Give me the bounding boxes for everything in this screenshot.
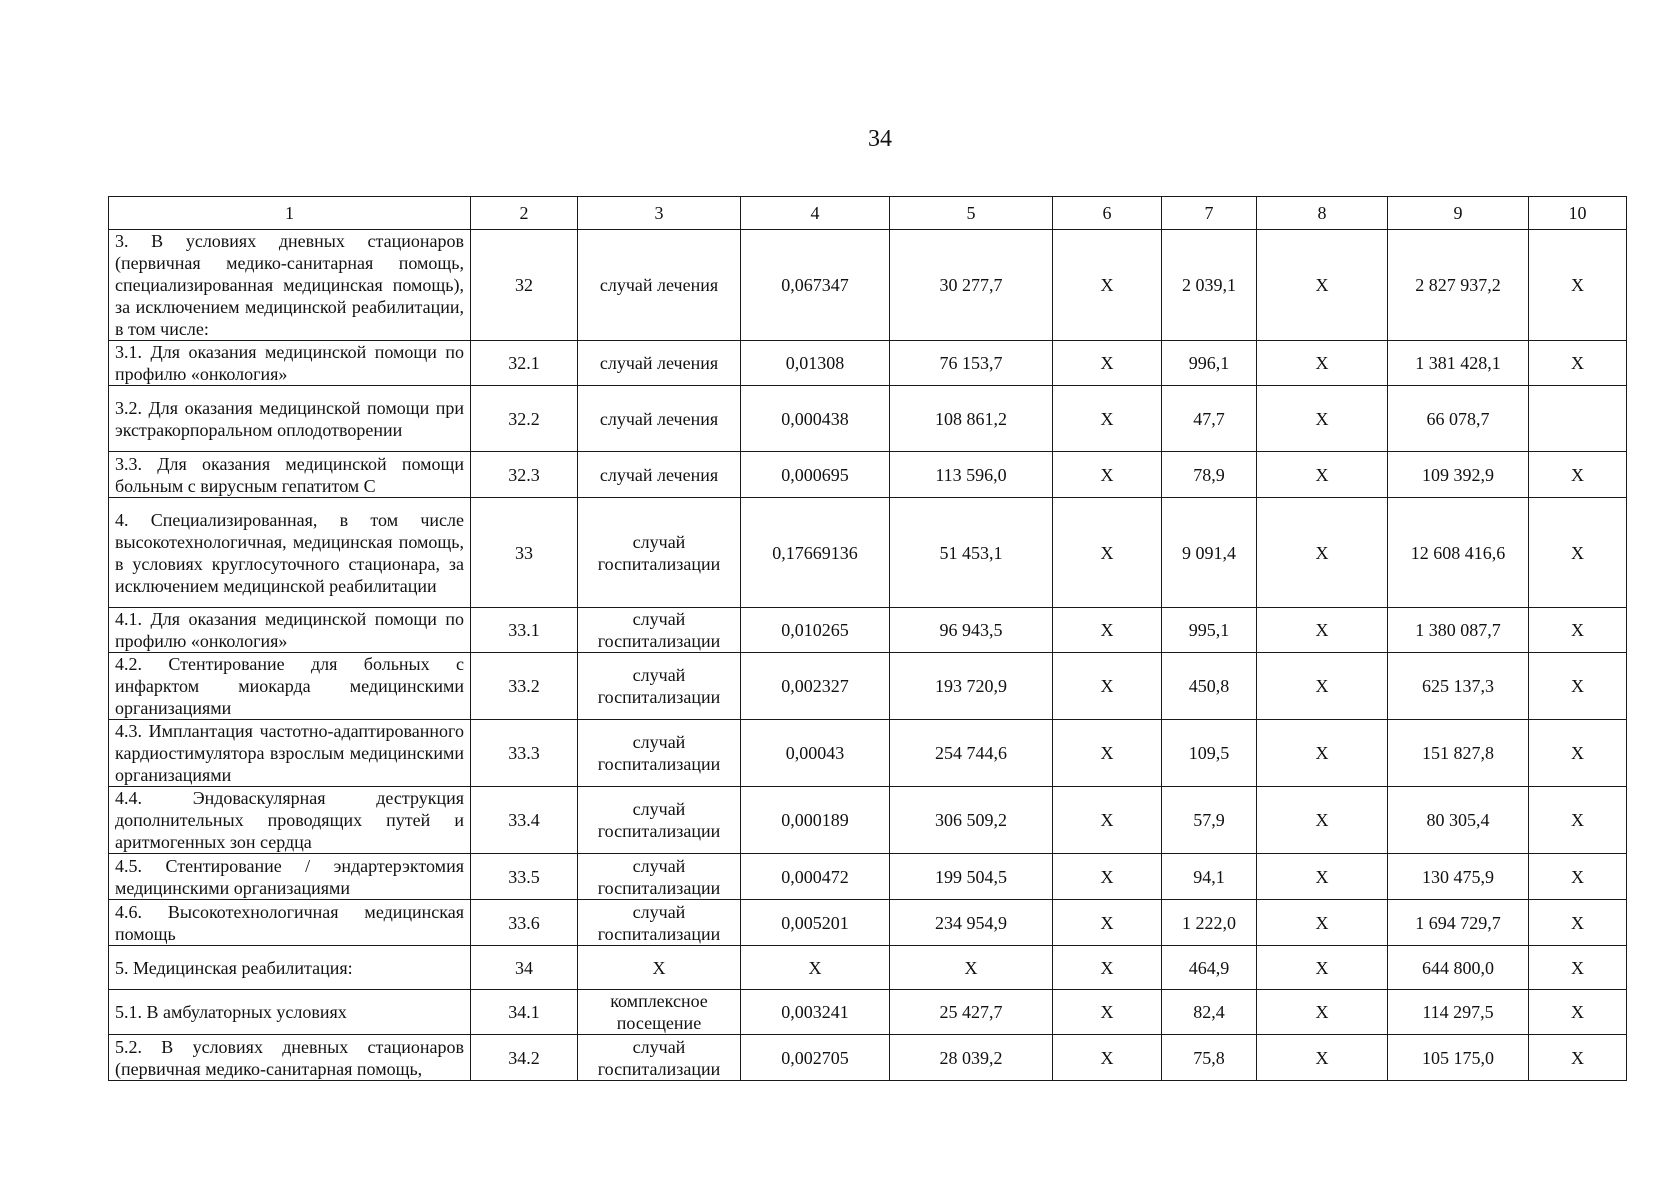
value-cell-10: Х <box>1529 946 1627 990</box>
page-number: 34 <box>868 126 892 152</box>
header-cell: 4 <box>741 197 890 230</box>
row-name-cell: 5. Медицинская реабилитация: <box>109 946 471 990</box>
value-cell-6: Х <box>1053 900 1162 946</box>
value-cell-10: Х <box>1529 608 1627 653</box>
row-number-cell: 33 <box>471 498 578 608</box>
value-cell-5: 25 427,7 <box>890 990 1053 1035</box>
unit-cell: случай госпитализации <box>578 653 741 720</box>
table-row <box>109 498 1627 608</box>
table-row <box>109 946 1627 990</box>
value-cell-9: 1 380 087,7 <box>1388 608 1529 653</box>
value-cell-6: Х <box>1053 990 1162 1035</box>
value-cell-9: 80 305,4 <box>1388 787 1529 854</box>
row-number-cell: 34.2 <box>471 1035 578 1081</box>
row-name-cell: 5.2. В условиях дневных стационаров (первичная медико-санитарная помощь, <box>109 1035 471 1081</box>
row-number-cell: 34 <box>471 946 578 990</box>
header-cell: 3 <box>578 197 741 230</box>
row-name-cell: 4.3. Имплантация частотно-адаптированного кардиостимулятора взрослым медицинскими организациями <box>109 720 471 787</box>
value-cell-4: 0,003241 <box>741 990 890 1035</box>
header-cell: 1 <box>109 197 471 230</box>
row-name-cell: 4.2. Стентирование для больных с инфарктом миокарда медицинскими организациями <box>109 653 471 720</box>
value-cell-5: 76 153,7 <box>890 341 1053 386</box>
row-number-cell: 32.3 <box>471 452 578 498</box>
value-cell-8: Х <box>1257 720 1388 787</box>
value-cell-9: 66 078,7 <box>1388 386 1529 452</box>
row-name-cell: 5.1. В амбулаторных условиях <box>109 990 471 1035</box>
value-cell-7: 47,7 <box>1162 386 1257 452</box>
value-cell-6: Х <box>1053 720 1162 787</box>
row-number-cell: 33.1 <box>471 608 578 653</box>
value-cell-10 <box>1529 386 1627 452</box>
value-cell-7: 464,9 <box>1162 946 1257 990</box>
value-cell-9: 2 827 937,2 <box>1388 230 1529 341</box>
value-cell-6: Х <box>1053 1035 1162 1081</box>
header-cell: 7 <box>1162 197 1257 230</box>
value-cell-10: Х <box>1529 452 1627 498</box>
row-name-cell: 4.4. Эндоваскулярная деструкция дополнительных проводящих путей и аритмогенных зон сердца <box>109 787 471 854</box>
value-cell-10: Х <box>1529 1035 1627 1081</box>
value-cell-8: Х <box>1257 452 1388 498</box>
value-cell-10: Х <box>1529 653 1627 720</box>
table-row <box>109 787 1627 854</box>
value-cell-7: 995,1 <box>1162 608 1257 653</box>
value-cell-4: 0,002705 <box>741 1035 890 1081</box>
unit-cell: случай госпитализации <box>578 787 741 854</box>
table-row <box>109 990 1627 1035</box>
value-cell-4: 0,17669136 <box>741 498 890 608</box>
header-cell: 6 <box>1053 197 1162 230</box>
row-number-cell: 33.3 <box>471 720 578 787</box>
value-cell-7: 94,1 <box>1162 854 1257 900</box>
row-number-cell: 32 <box>471 230 578 341</box>
unit-cell: случай госпитализации <box>578 720 741 787</box>
row-name-cell: 4. Специализированная, в том числе высокотехнологичная, медицинская помощь, в условиях круглосуточного стационара, за исключением медицинской реабилитации <box>109 498 471 608</box>
value-cell-4: 0,00043 <box>741 720 890 787</box>
value-cell-6: Х <box>1053 386 1162 452</box>
row-name-cell: 3.2. Для оказания медицинской помощи при экстракорпоральном оплодотворении <box>109 386 471 452</box>
header-cell: 2 <box>471 197 578 230</box>
value-cell-7: 450,8 <box>1162 653 1257 720</box>
value-cell-6: Х <box>1053 787 1162 854</box>
row-name-cell: 3.1. Для оказания медицинской помощи по профилю «онкология» <box>109 341 471 386</box>
value-cell-9: 109 392,9 <box>1388 452 1529 498</box>
header-cell: 9 <box>1388 197 1529 230</box>
value-cell-6: Х <box>1053 452 1162 498</box>
header-cell: 8 <box>1257 197 1388 230</box>
unit-cell: случай госпитализации <box>578 854 741 900</box>
value-cell-5: 306 509,2 <box>890 787 1053 854</box>
value-cell-5: 30 277,7 <box>890 230 1053 341</box>
unit-cell: случай госпитализации <box>578 1035 741 1081</box>
value-cell-5: 108 861,2 <box>890 386 1053 452</box>
value-cell-5: 96 943,5 <box>890 608 1053 653</box>
value-cell-4: 0,000695 <box>741 452 890 498</box>
value-cell-7: 82,4 <box>1162 990 1257 1035</box>
value-cell-10: Х <box>1529 787 1627 854</box>
row-number-cell: 33.6 <box>471 900 578 946</box>
table-row <box>109 452 1627 498</box>
value-cell-4: 0,01308 <box>741 341 890 386</box>
value-cell-9: 105 175,0 <box>1388 1035 1529 1081</box>
unit-cell: комплексное посещение <box>578 990 741 1035</box>
row-name-cell: 4.5. Стентирование / эндартерэктомия медицинскими организациями <box>109 854 471 900</box>
value-cell-5: 234 954,9 <box>890 900 1053 946</box>
value-cell-8: Х <box>1257 498 1388 608</box>
value-cell-7: 78,9 <box>1162 452 1257 498</box>
data-table <box>108 196 1627 1081</box>
value-cell-4: 0,000438 <box>741 386 890 452</box>
value-cell-10: Х <box>1529 990 1627 1035</box>
table-row <box>109 720 1627 787</box>
value-cell-8: Х <box>1257 854 1388 900</box>
value-cell-8: Х <box>1257 787 1388 854</box>
value-cell-6: Х <box>1053 946 1162 990</box>
row-number-cell: 33.5 <box>471 854 578 900</box>
value-cell-4: 0,000472 <box>741 854 890 900</box>
unit-cell: случай лечения <box>578 230 741 341</box>
value-cell-9: 1 381 428,1 <box>1388 341 1529 386</box>
value-cell-5: Х <box>890 946 1053 990</box>
value-cell-4: 0,005201 <box>741 900 890 946</box>
table-row <box>109 900 1627 946</box>
header-cell: 10 <box>1529 197 1627 230</box>
value-cell-7: 996,1 <box>1162 341 1257 386</box>
value-cell-5: 113 596,0 <box>890 452 1053 498</box>
value-cell-7: 109,5 <box>1162 720 1257 787</box>
value-cell-9: 1 694 729,7 <box>1388 900 1529 946</box>
value-cell-7: 75,8 <box>1162 1035 1257 1081</box>
row-name-cell: 4.6. Высокотехнологичная медицинская помощь <box>109 900 471 946</box>
value-cell-4: 0,067347 <box>741 230 890 341</box>
value-cell-8: Х <box>1257 608 1388 653</box>
row-number-cell: 32.2 <box>471 386 578 452</box>
unit-cell: случай лечения <box>578 452 741 498</box>
value-cell-5: 199 504,5 <box>890 854 1053 900</box>
header-cell: 5 <box>890 197 1053 230</box>
value-cell-6: Х <box>1053 230 1162 341</box>
table-row <box>109 386 1627 452</box>
value-cell-8: Х <box>1257 341 1388 386</box>
value-cell-4: Х <box>741 946 890 990</box>
value-cell-9: 114 297,5 <box>1388 990 1529 1035</box>
value-cell-10: Х <box>1529 230 1627 341</box>
value-cell-9: 625 137,3 <box>1388 653 1529 720</box>
row-number-cell: 33.4 <box>471 787 578 854</box>
value-cell-9: 130 475,9 <box>1388 854 1529 900</box>
value-cell-7: 9 091,4 <box>1162 498 1257 608</box>
row-number-cell: 34.1 <box>471 990 578 1035</box>
value-cell-6: Х <box>1053 341 1162 386</box>
value-cell-6: Х <box>1053 608 1162 653</box>
value-cell-5: 193 720,9 <box>890 653 1053 720</box>
value-cell-8: Х <box>1257 1035 1388 1081</box>
value-cell-8: Х <box>1257 900 1388 946</box>
table-row <box>109 341 1627 386</box>
value-cell-10: Х <box>1529 854 1627 900</box>
value-cell-7: 2 039,1 <box>1162 230 1257 341</box>
value-cell-8: Х <box>1257 230 1388 341</box>
value-cell-4: 0,000189 <box>741 787 890 854</box>
value-cell-7: 1 222,0 <box>1162 900 1257 946</box>
value-cell-6: Х <box>1053 498 1162 608</box>
value-cell-6: Х <box>1053 653 1162 720</box>
value-cell-4: 0,010265 <box>741 608 890 653</box>
value-cell-8: Х <box>1257 990 1388 1035</box>
row-number-cell: 32.1 <box>471 341 578 386</box>
row-name-cell: 4.1. Для оказания медицинской помощи по профилю «онкология» <box>109 608 471 653</box>
value-cell-6: Х <box>1053 854 1162 900</box>
value-cell-8: Х <box>1257 946 1388 990</box>
row-number-cell: 33.2 <box>471 653 578 720</box>
row-name-cell: 3.3. Для оказания медицинской помощи больным с вирусным гепатитом С <box>109 452 471 498</box>
unit-cell: случай лечения <box>578 341 741 386</box>
table-row <box>109 1035 1627 1081</box>
unit-cell: Х <box>578 946 741 990</box>
value-cell-7: 57,9 <box>1162 787 1257 854</box>
table-row <box>109 653 1627 720</box>
value-cell-9: 12 608 416,6 <box>1388 498 1529 608</box>
header-row <box>109 197 1627 230</box>
value-cell-9: 151 827,8 <box>1388 720 1529 787</box>
value-cell-8: Х <box>1257 386 1388 452</box>
unit-cell: случай госпитализации <box>578 608 741 653</box>
unit-cell: случай госпитализации <box>578 498 741 608</box>
unit-cell: случай лечения <box>578 386 741 452</box>
table-row <box>109 230 1627 341</box>
row-name-cell: 3. В условиях дневных стационаров (первичная медико-санитарная помощь, специализированная медицинская помощь), за исключением медицинской реабилитации, в том числе: <box>109 230 471 341</box>
value-cell-4: 0,002327 <box>741 653 890 720</box>
value-cell-5: 254 744,6 <box>890 720 1053 787</box>
value-cell-10: Х <box>1529 498 1627 608</box>
value-cell-8: Х <box>1257 653 1388 720</box>
table-row <box>109 608 1627 653</box>
value-cell-5: 51 453,1 <box>890 498 1053 608</box>
value-cell-10: Х <box>1529 341 1627 386</box>
value-cell-5: 28 039,2 <box>890 1035 1053 1081</box>
unit-cell: случай госпитализации <box>578 900 741 946</box>
value-cell-9: 644 800,0 <box>1388 946 1529 990</box>
value-cell-10: Х <box>1529 900 1627 946</box>
table-row <box>109 854 1627 900</box>
value-cell-10: Х <box>1529 720 1627 787</box>
